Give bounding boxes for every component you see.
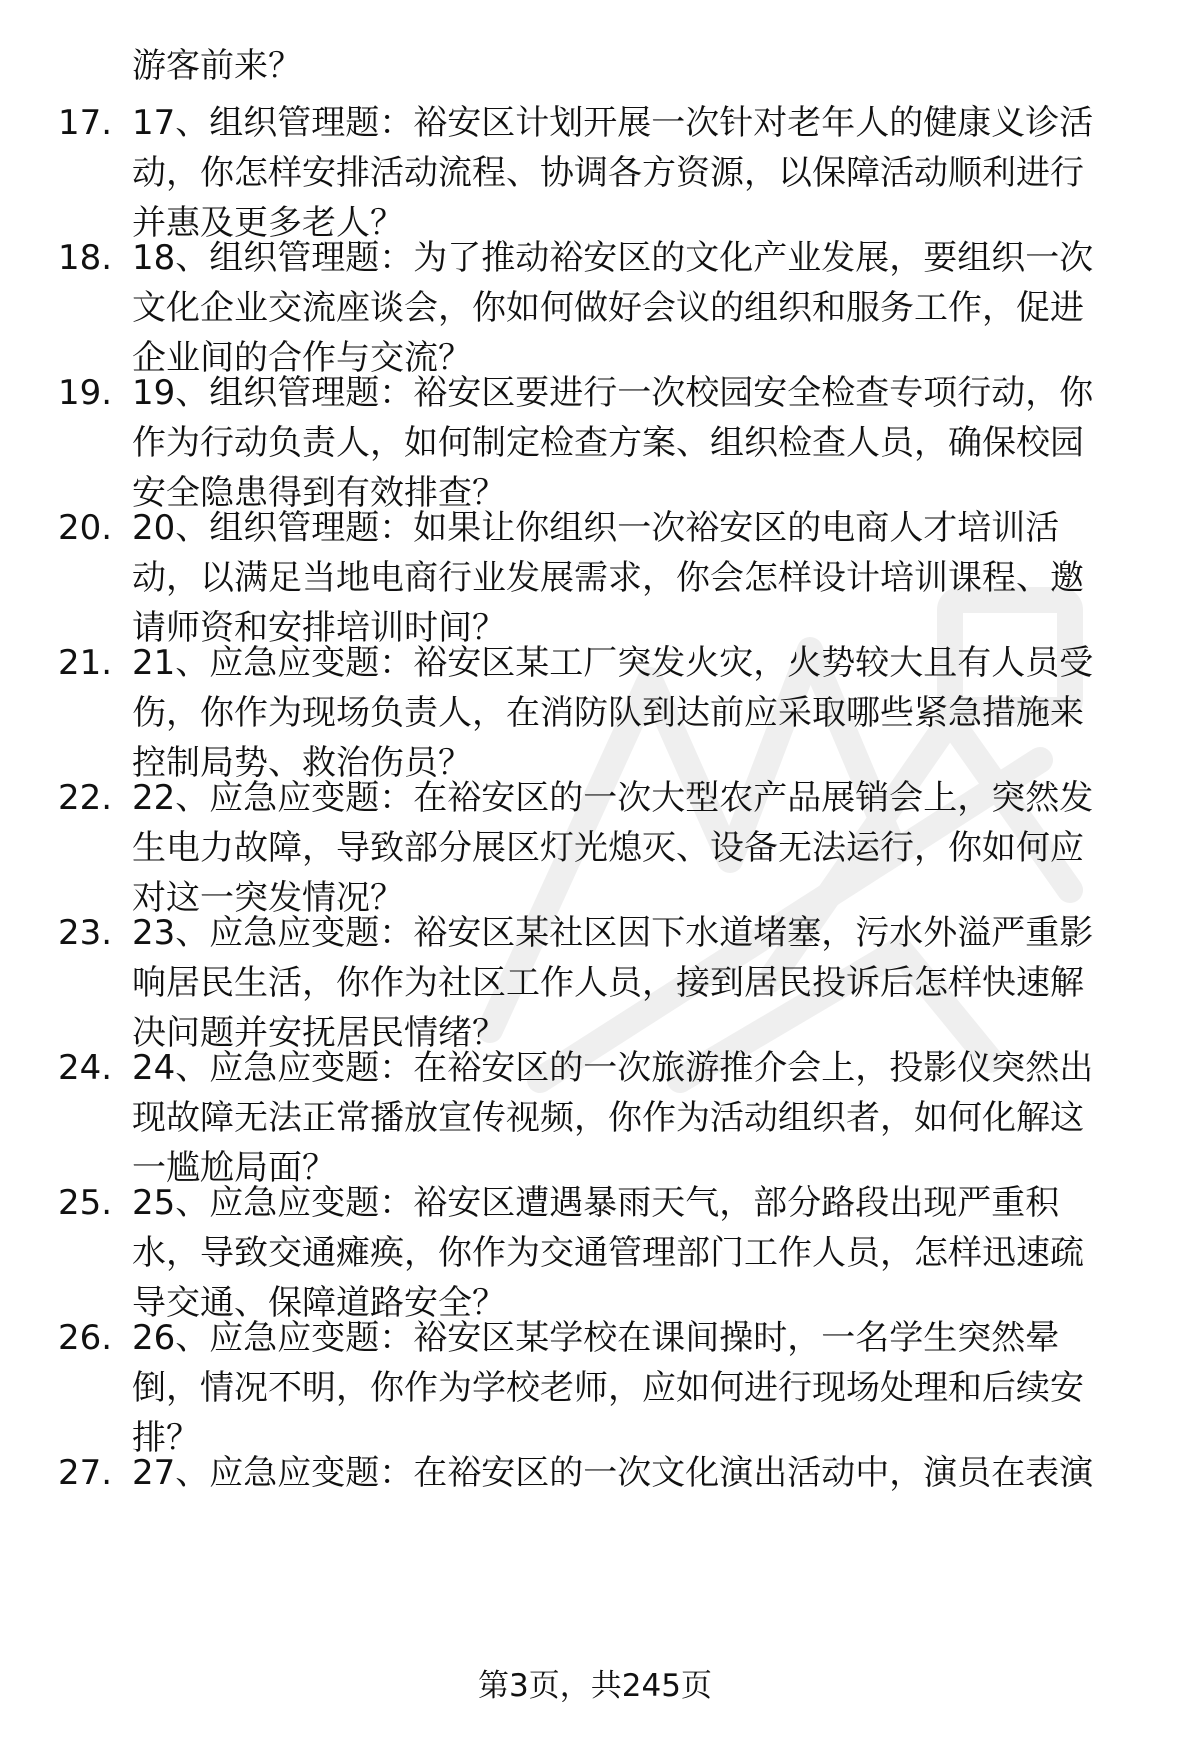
item-text xyxy=(132,1448,1162,1498)
item-text xyxy=(132,503,1162,653)
item-text-line: 动，你怎样安排活动流程、协调各方资源，以保障活动顺利进行 xyxy=(132,153,1084,193)
item-text-line: 23、应急应变题：裕安区某社区因下水道堵塞，污水外溢严重影 xyxy=(132,913,1094,953)
item-number: 24. xyxy=(58,1048,113,1088)
item-text-line: 26、应急应变题：裕安区某学校在课间操时，一名学生突然晕 xyxy=(132,1318,1060,1358)
item-text-line: 决问题并安抚居民情绪？ xyxy=(132,1013,506,1053)
item-number: 27. xyxy=(58,1453,113,1493)
item-text-line: 倒，情况不明，你作为学校老师，应如何进行现场处理和后续安 xyxy=(132,1368,1084,1408)
item-text-line: 排？ xyxy=(132,1418,200,1458)
item-text-line: 18、组织管理题：为了推动裕安区的文化产业发展，要组织一次 xyxy=(132,238,1094,278)
item-number: 26. xyxy=(58,1318,113,1358)
item-text-line: 导交通、保障道路安全？ xyxy=(132,1283,506,1323)
item-number: 25. xyxy=(58,1183,113,1223)
item-text xyxy=(132,773,1162,923)
item-text xyxy=(132,98,1162,248)
item-text xyxy=(132,908,1162,1058)
item-text-line: 并惠及更多老人？ xyxy=(132,203,404,243)
item-text-line: 动，以满足当地电商行业发展需求，你会怎样设计培训课程、邀 xyxy=(132,558,1084,598)
item-text xyxy=(132,1178,1162,1328)
item-text-line: 作为行动负责人，如何制定检查方案、组织检查人员，确保校园 xyxy=(132,423,1084,463)
item-text-line: 生电力故障，导致部分展区灯光熄灭、设备无法运行，你如何应 xyxy=(132,828,1084,868)
item-number: 18. xyxy=(58,238,113,278)
item-number: 22. xyxy=(58,778,113,818)
item-number: 21. xyxy=(58,643,113,683)
item-text-line: 企业间的合作与交流？ xyxy=(132,338,472,378)
item-text-line: 20、组织管理题：如果让你组织一次裕安区的电商人才培训活 xyxy=(132,508,1060,548)
item-text-line: 25、应急应变题：裕安区遭遇暴雨天气，部分路段出现严重积 xyxy=(132,1183,1060,1223)
item-text-line: 22、应急应变题：在裕安区的一次大型农产品展销会上，突然发 xyxy=(132,778,1094,818)
continued-text: 游客前来？ xyxy=(132,46,302,86)
item-text-line: 安全隐患得到有效排查？ xyxy=(132,473,506,513)
item-text-line: 对这一突发情况？ xyxy=(132,878,404,918)
item-text-line: 19、组织管理题：裕安区要进行一次校园安全检查专项行动，你 xyxy=(132,373,1094,413)
item-text-line: 27、应急应变题：在裕安区的一次文化演出活动中，演员在表演 xyxy=(132,1453,1094,1493)
item-text-line: 控制局势、救治伤员？ xyxy=(132,743,472,783)
item-text xyxy=(132,233,1162,383)
item-text-line: 请师资和安排培训时间？ xyxy=(132,608,506,648)
item-text-line: 17、组织管理题：裕安区计划开展一次针对老年人的健康义诊活 xyxy=(132,103,1094,143)
item-number: 17. xyxy=(58,103,113,143)
item-text-line: 响居民生活，你作为社区工作人员，接到居民投诉后怎样快速解 xyxy=(132,963,1084,1003)
item-number: 23. xyxy=(58,913,113,953)
item-text-line: 21、应急应变题：裕安区某工厂突发火灾，火势较大且有人员受 xyxy=(132,643,1094,683)
item-text-line: 一尴尬局面？ xyxy=(132,1148,336,1188)
item-number: 20. xyxy=(58,508,113,548)
item-text-line: 现故障无法正常播放宣传视频，你作为活动组织者，如何化解这 xyxy=(132,1098,1084,1138)
item-text xyxy=(132,638,1162,788)
item-text-line: 水，导致交通瘫痪，你作为交通管理部门工作人员，怎样迅速疏 xyxy=(132,1233,1084,1273)
item-text xyxy=(132,368,1162,518)
item-text xyxy=(132,1313,1162,1463)
page-footer: 第3页，共245页 xyxy=(478,1668,712,1704)
item-text xyxy=(132,1043,1162,1193)
item-number: 19. xyxy=(58,373,113,413)
item-text-line: 伤，你作为现场负责人，在消防队到达前应采取哪些紧急措施来 xyxy=(132,693,1084,733)
item-text-line: 24、应急应变题：在裕安区的一次旅游推介会上，投影仪突然出 xyxy=(132,1048,1094,1088)
item-text-line: 文化企业交流座谈会，你如何做好会议的组织和服务工作，促进 xyxy=(132,288,1084,328)
